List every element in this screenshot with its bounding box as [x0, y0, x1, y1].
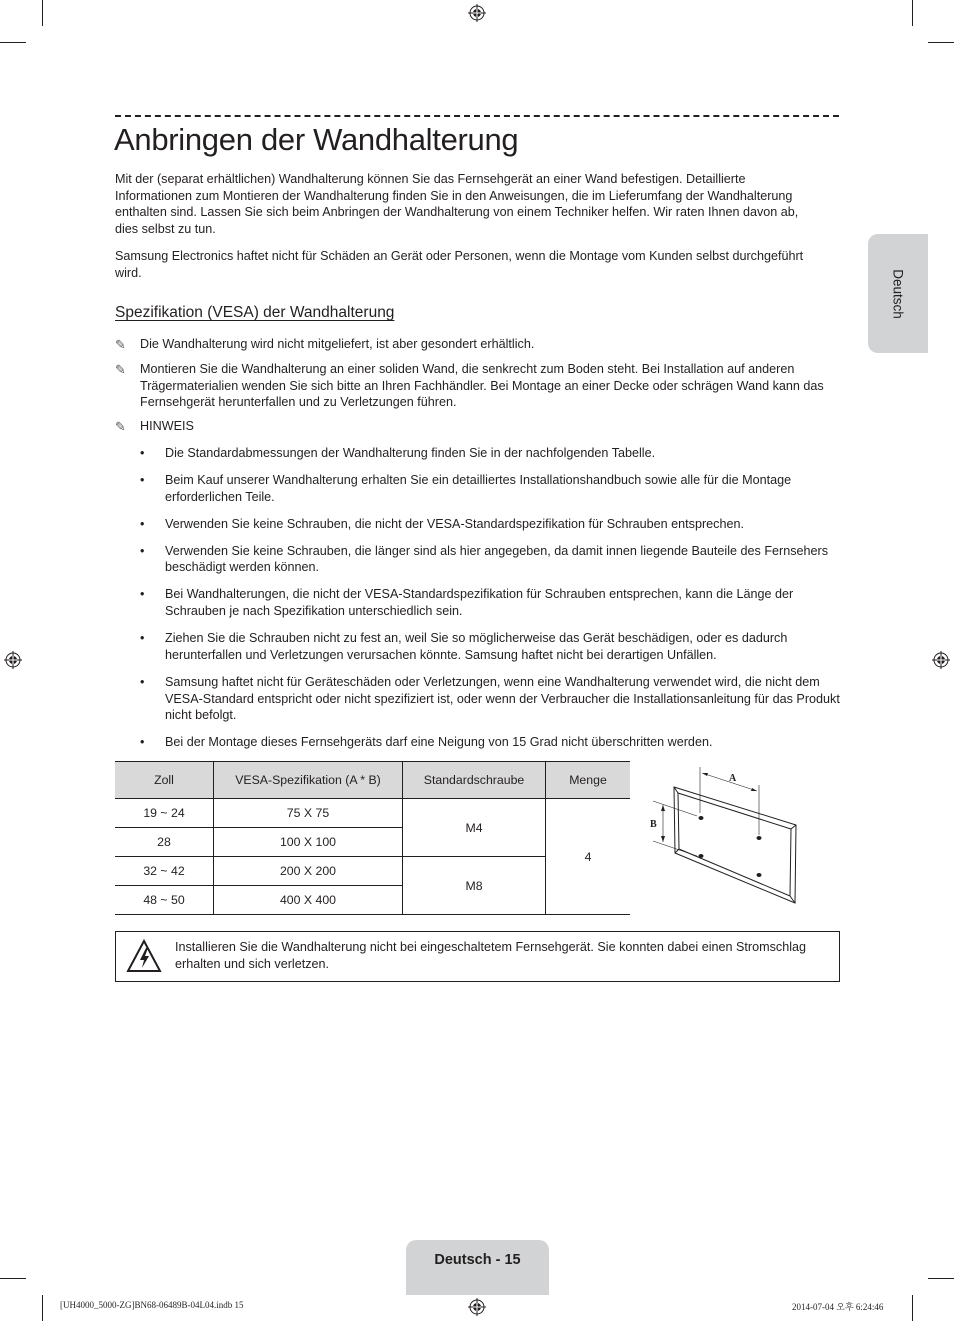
- list-item: [138, 543, 840, 576]
- list-item: [138, 516, 840, 533]
- table-cell: 100 X 100: [214, 828, 403, 857]
- column-header: VESA-Spezifikation (A * B): [214, 762, 403, 799]
- pencil-note-icon: ✎: [115, 362, 126, 377]
- table-cell: M4: [403, 799, 546, 857]
- pencil-note-icon: ✎: [115, 419, 126, 434]
- list-item: [138, 586, 840, 619]
- list-item: [138, 445, 840, 462]
- column-header: Zoll: [115, 762, 214, 799]
- table-row: [115, 799, 630, 828]
- crop-mark: [928, 1278, 954, 1279]
- registration-mark-icon: [932, 651, 950, 669]
- bullet-text: Ziehen Sie die Schrauben nicht zu fest an, weil Sie so möglicherweise das Gerät beschädigen, oder es dadurch herunterfallen und Verletzungen verursachen könnte. Samsung haftet nicht bei derartigen Unfällen.: [165, 631, 788, 662]
- tv-wall-mount-diagram: [645, 763, 805, 908]
- note-text: Die Wandhalterung wird nicht mitgeliefert, ist aber gesondert erhältlich.: [140, 337, 535, 351]
- list-item: [138, 674, 840, 724]
- list-item: [138, 630, 840, 663]
- list-item: [138, 734, 840, 751]
- bullet-icon: •: [140, 631, 145, 646]
- registration-mark-icon: [468, 4, 486, 22]
- column-header: Menge: [546, 762, 631, 799]
- warning-text: Installieren Sie die Wandhalterung nicht bei eingeschaltetem Fernsehgerät. Sie konnten dabei einen Stromschlag erhalten und sich verletzen.: [175, 940, 807, 971]
- list-item: [138, 472, 840, 505]
- bullet-text: Verwenden Sie keine Schrauben, die länger sind als hier angegeben, da damit innen liegende Bauteile des Fernsehers beschädigt werden können.: [165, 543, 829, 575]
- hinweis-label: HINWEIS: [140, 419, 194, 433]
- crop-mark: [0, 1278, 26, 1279]
- bullet-text: Die Standardabmessungen der Wandhalterung finden Sie in der nachfolgenden Tabelle.: [165, 446, 656, 460]
- liability-paragraph: Samsung Electronics haftet nicht für Schäden an Gerät oder Personen, wenn die Montage vom Kunden selbst durchgeführt wird.: [115, 249, 804, 280]
- table-cell: 48 ~ 50: [115, 886, 214, 915]
- table-cell: 32 ~ 42: [115, 857, 214, 886]
- note-item: [115, 336, 839, 353]
- electric-shock-warning-icon: [126, 939, 162, 973]
- table-cell: 200 X 200: [214, 857, 403, 886]
- print-timestamp-slug: 2014-07-04 오후 6:24:46: [792, 1302, 884, 1312]
- bullet-text: Bei der Montage dieses Fernsehgeräts darf eine Neigung von 15 Grad nicht überschritten werden.: [165, 735, 713, 750]
- registration-mark-icon: [468, 1298, 486, 1316]
- note-text: Montieren Sie die Wandhalterung an einer soliden Wand, die senkrecht zum Boden steht. Bei Installation auf anderen Trägermaterialien wenden Sie sich bitte an Ihren Fachhändler. Bei Montage an einer Decke oder schrägen Wand kann das Fernsehgerät herunterfallen und zu Verletzungen führen.: [140, 362, 824, 410]
- bullet-icon: •: [140, 543, 145, 558]
- note-item: [115, 418, 839, 435]
- bullet-text: Bei Wandhalterungen, die nicht der VESA-Standardspezifikation für Schrauben entsprechen, kann die Länge der Schrauben je nach Spezifikation unterschiedlich sein.: [165, 587, 794, 619]
- bullet-text: Verwenden Sie keine Schrauben, die nicht der VESA-Standardspezifikation für Schrauben entsprechen.: [165, 516, 744, 531]
- table-cell: 400 X 400: [214, 886, 403, 915]
- bullet-icon: •: [140, 587, 145, 602]
- table-cell: 19 ~ 24: [115, 799, 214, 828]
- crop-mark: [0, 42, 26, 43]
- crop-mark: [928, 42, 954, 43]
- page-number-label: Deutsch - 15: [434, 1252, 521, 1268]
- table-cell: M8: [403, 857, 546, 915]
- side-tab-label: Deutsch: [890, 268, 906, 319]
- intro-paragraph: Mit der (separat erhältlichen) Wandhalterung können Sie das Fernsehgerät an einer Wand befestigen. Detaillierte Informationen zum Montieren der Wandhalterung finden Sie in den Anweisungen, die im Lieferumfang der Wandhalterung enthalten sind. Lassen Sie sich beim Anbringen der Wandhalterung von einem Techniker helfen. Wir raten Ihnen davon ab, dies selbst zu tun.: [115, 172, 799, 237]
- bullet-text: Beim Kauf unserer Wandhalterung erhalten Sie ein detailliertes Installationshandbuch sowie alle für die Montage erforderlichen Teile.: [165, 473, 792, 504]
- crop-mark: [912, 1295, 913, 1321]
- bullet-icon: •: [140, 516, 145, 531]
- section-heading: Spezifikation (VESA) der Wandhalterung: [115, 304, 395, 321]
- title-dashed-rule: [115, 115, 839, 117]
- bullet-text: Samsung haftet nicht für Geräteschäden oder Verletzungen, wenn eine Wandhalterung verwendet wird, die nicht dem VESA-Standard entspricht oder nicht spezifiziert ist, oder wenn der Verbraucher die Installationsanleitung für das Produkt nicht befolgt.: [165, 674, 840, 723]
- dimension-label-a: A: [729, 773, 737, 784]
- vesa-spec-table: [115, 761, 630, 915]
- registration-mark-icon: [4, 651, 22, 669]
- crop-mark: [42, 0, 43, 26]
- page-number-tab: [406, 1240, 549, 1295]
- print-file-slug: [UH4000_5000-ZG]BN68-06489B-04L04.indb 15: [60, 1300, 244, 1310]
- dimension-label-b: B: [650, 819, 657, 830]
- note-item: [115, 361, 839, 411]
- bullet-list: [138, 445, 840, 761]
- crop-mark: [912, 0, 913, 26]
- table-cell: 28: [115, 828, 214, 857]
- page-title: Anbringen der Wandhalterung: [114, 122, 519, 157]
- bullet-icon: •: [140, 473, 145, 487]
- pencil-note-icon: ✎: [115, 337, 126, 352]
- table-cell: 4: [546, 799, 631, 915]
- bullet-icon: •: [140, 446, 145, 460]
- table-cell: 75 X 75: [214, 799, 403, 828]
- column-header: Standardschraube: [403, 762, 546, 799]
- crop-mark: [42, 1295, 43, 1321]
- bullet-icon: •: [140, 735, 145, 750]
- bullet-icon: •: [140, 674, 145, 689]
- language-side-tab: [868, 234, 928, 353]
- warning-box: [115, 931, 840, 982]
- table-header-row: [115, 762, 630, 799]
